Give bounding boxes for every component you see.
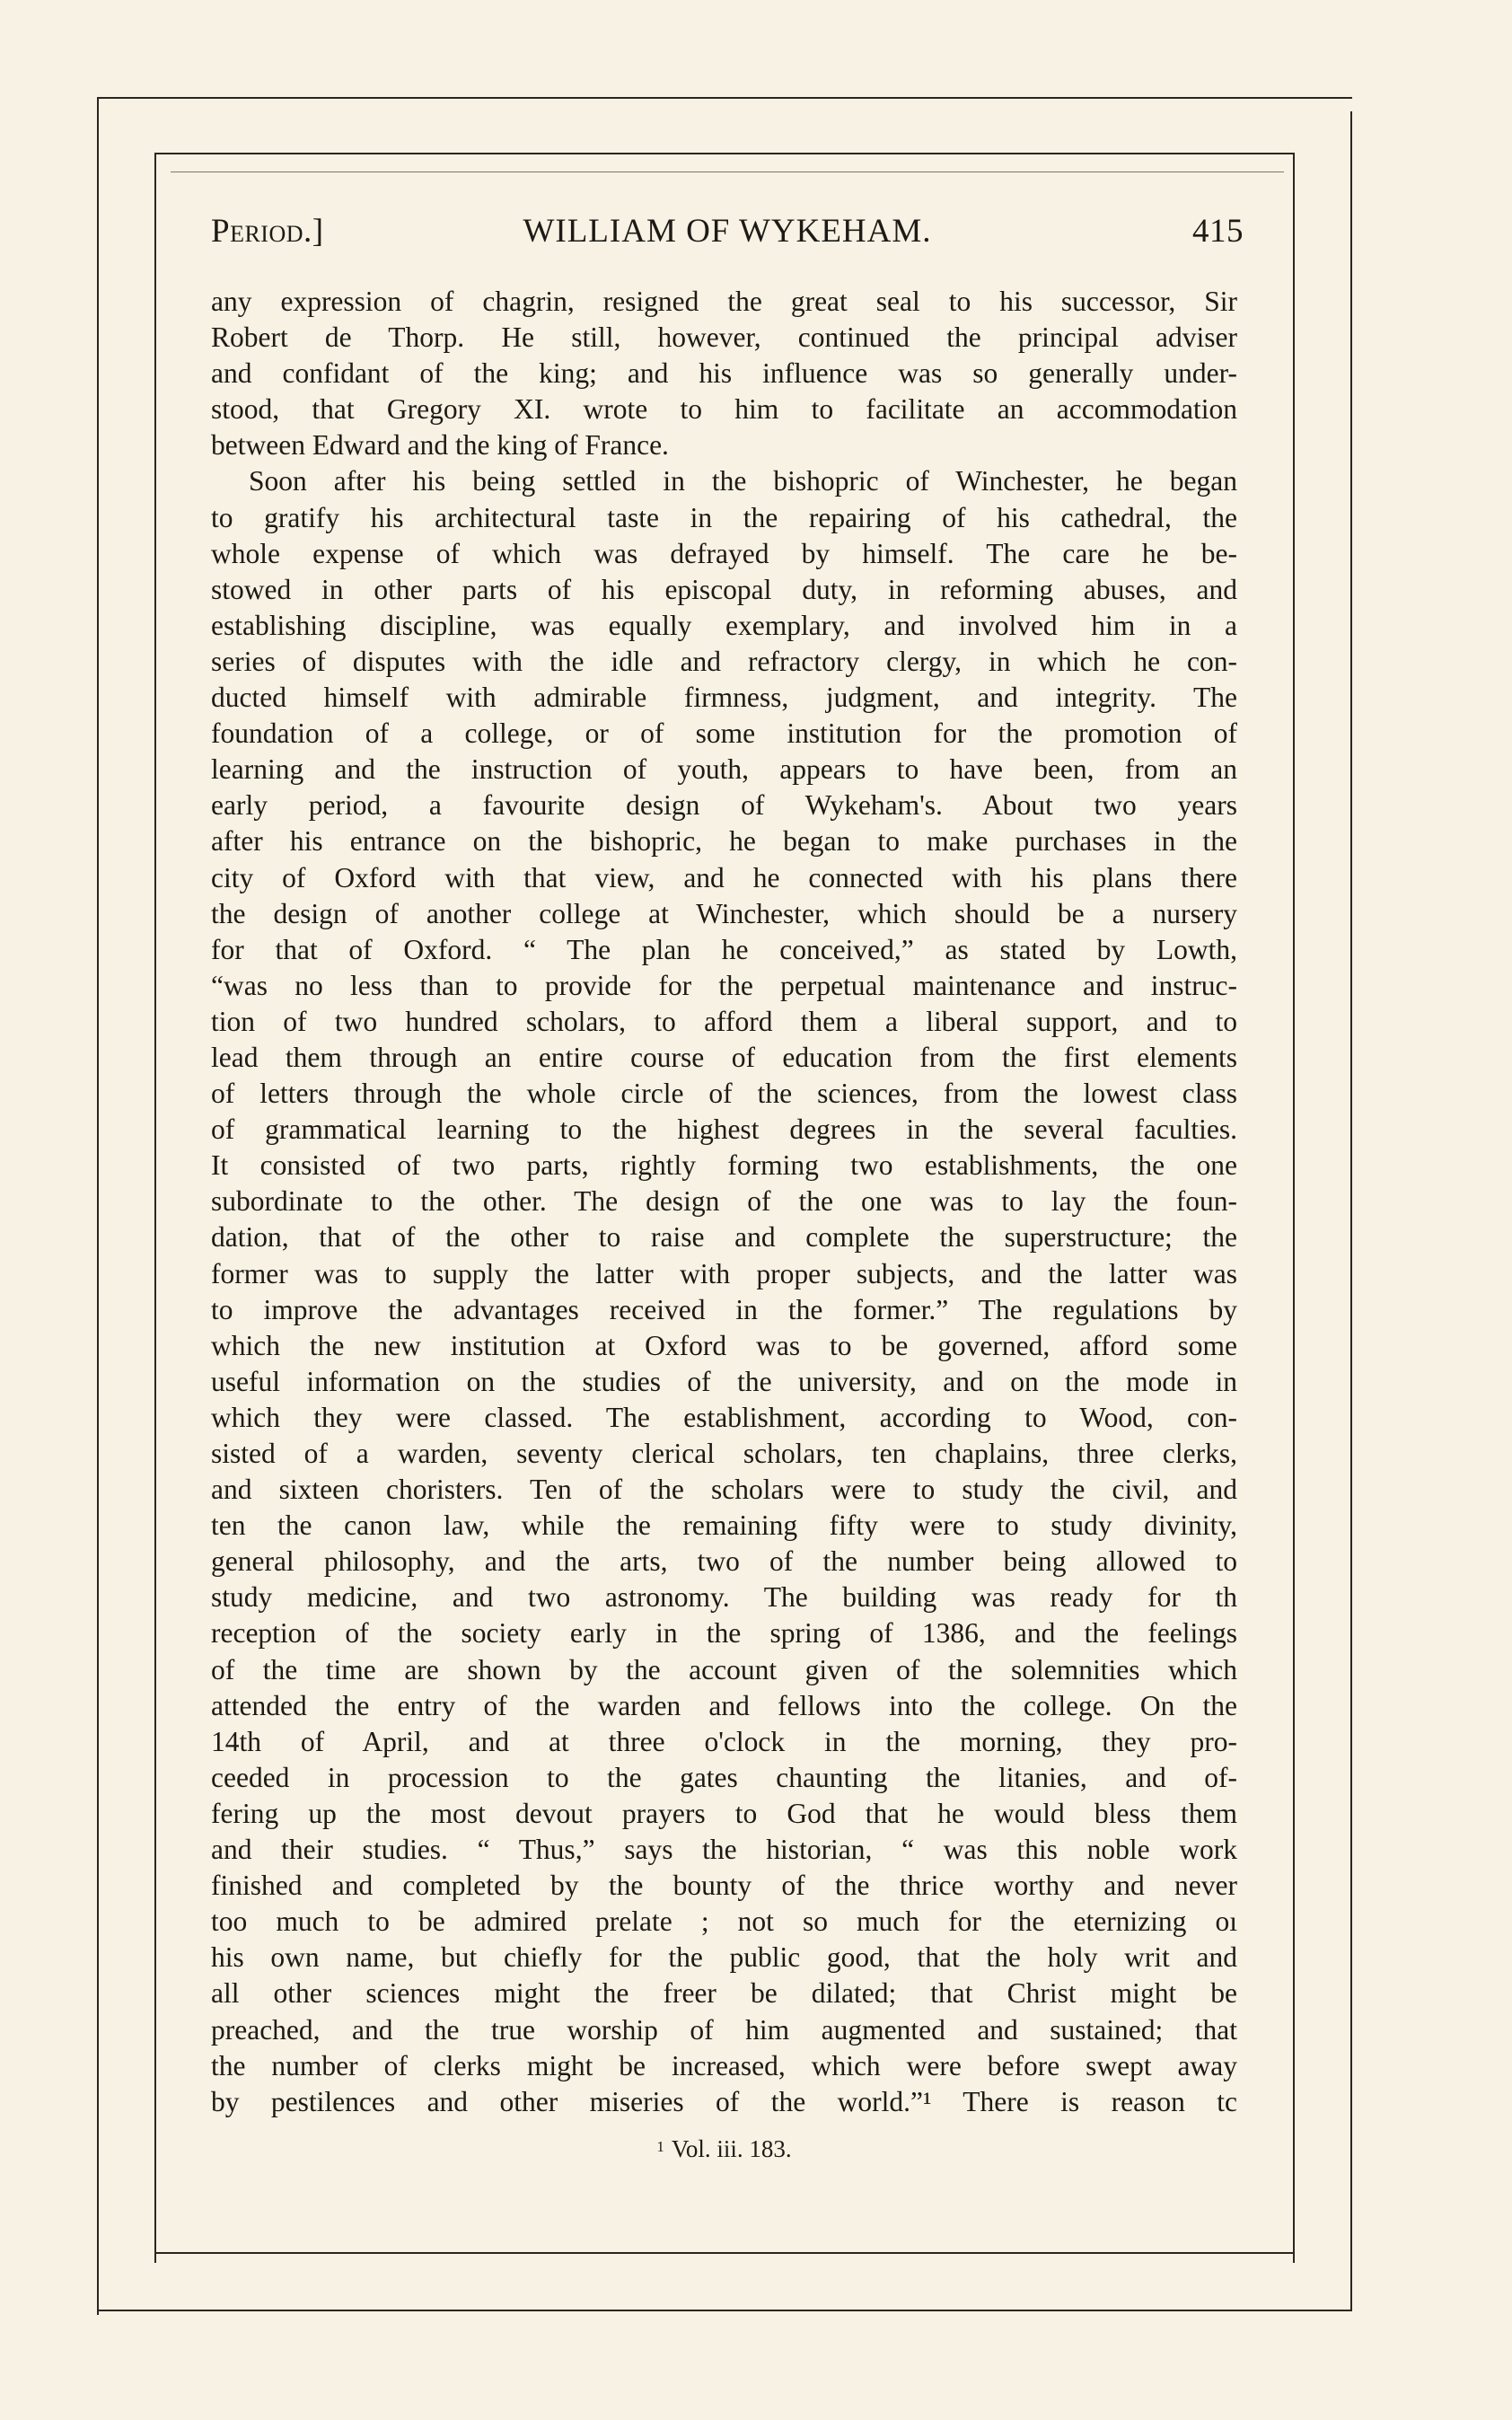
body-line: which they were classed. The establishment, according to Wood, con- [211, 1401, 1237, 1433]
body-line: lead them through an entire course of education from the first elements [211, 1041, 1237, 1073]
body-line: the number of clerks might be increased, which were before swept away [211, 2049, 1237, 2081]
body-text [211, 284, 1237, 2120]
body-line: Robert de Thorp. He still, however, continued the principal adviser [211, 321, 1237, 354]
body-line: early period, a favourite design of Wykeham's. About two years [211, 789, 1237, 822]
body-line: subordinate to the other. The design of the one was to lay the foun- [211, 1185, 1237, 1218]
body-line: learning and the instruction of youth, appears to have been, from an [211, 753, 1237, 786]
body-line: by pestilences and other miseries of the world.”¹ There is reason tc [211, 2085, 1237, 2117]
frame-rule-bottom-outer [97, 2310, 1352, 2311]
frame-rule-left-inner [154, 153, 156, 2263]
section-label: Period.] [211, 213, 324, 250]
body-line: city of Oxford with that view, and he connected with his plans there [211, 861, 1237, 893]
body-line: his own name, but chiefly for the public good, that the holy writ and [211, 1941, 1237, 1974]
page-number: 415 [1192, 213, 1244, 250]
body-line: of grammatical learning to the highest degrees in the several faculties. [211, 1113, 1237, 1146]
body-line: too much to be admired prelate ; not so much for the eternizing oı [211, 1905, 1237, 1938]
body-line: series of disputes with the idle and refractory clergy, in which he con- [211, 645, 1237, 677]
footnote-text: Vol. iii. 183. [671, 2135, 792, 2162]
page-title: WILLIAM OF WYKEHAM. [523, 213, 932, 250]
body-line: and their studies. “ Thus,” says the historian, “ was this noble work [211, 1834, 1237, 1866]
body-line: all other sciences might the freer be dilated; that Christ might be [211, 1977, 1237, 2010]
frame-rule-top-outer [97, 97, 1352, 99]
body-line: which the new institution at Oxford was to be governed, afford some [211, 1329, 1237, 1361]
body-line: and sixteen choristers. Ten of the scholars were to study the civil, and [211, 1474, 1237, 1506]
body-line: 14th of April, and at three o'clock in the morning, they pro- [211, 1725, 1237, 1757]
body-line: for that of Oxford. “ The plan he conceived,” as stated by Lowth, [211, 933, 1237, 965]
body-line: general philosophy, and the arts, two of the number being allowed to [211, 1545, 1237, 1578]
body-line: reception of the society early in the spring of 1386, and the feelings [211, 1617, 1237, 1650]
footnote-marker: 1 [656, 2138, 664, 2155]
body-line: “was no less than to provide for the perpetual maintenance and instruc- [211, 969, 1237, 1001]
body-line: the design of another college at Winchester, which should be a nursery [211, 897, 1237, 929]
body-line: attended the entry of the warden and fellows into the college. On the [211, 1689, 1237, 1721]
body-line: preached, and the true worship of him augmented and sustained; that [211, 2013, 1237, 2046]
body-line: ducted himself with admirable firmness, judgment, and integrity. The [211, 682, 1237, 714]
body-line: ten the canon law, while the remaining fifty were to study divinity, [211, 1509, 1237, 1542]
body-line: useful information on the studies of the university, and on the mode in [211, 1365, 1237, 1397]
body-line: finished and completed by the bounty of the thrice worthy and never [211, 1870, 1237, 1902]
body-line: after his entrance on the bishopric, he began to make purchases in the [211, 825, 1237, 858]
body-line: of the time are shown by the account given of the solemnities which [211, 1653, 1237, 1685]
frame-rule-right-inner [1293, 153, 1295, 2263]
body-line: ceeded in procession to the gates chaunting the litanies, and of- [211, 1761, 1237, 1793]
body-line: study medicine, and two astronomy. The building was ready for th [211, 1581, 1237, 1614]
footnote [211, 2135, 1237, 2163]
body-line: Soon after his being settled in the bishopric of Winchester, he began [249, 465, 1237, 497]
body-line: of letters through the whole circle of the sciences, from the lowest class [211, 1078, 1237, 1110]
body-line: It consisted of two parts, rightly forming two establishments, the one [211, 1149, 1237, 1182]
body-line: and confidant of the king; and his influence was so generally under- [211, 357, 1237, 390]
frame-rule-right-outer [1350, 111, 1352, 2311]
body-line: whole expense of which was defrayed by himself. The care he be- [211, 537, 1237, 569]
body-line: to gratify his architectural taste in the repairing of his cathedral, the [211, 501, 1237, 533]
frame-rule-left-outer [97, 97, 99, 2315]
frame-rule-top-inner [154, 153, 1295, 154]
body-line: foundation of a college, or of some institution for the promotion of [211, 717, 1237, 750]
body-line: to improve the advantages received in the former.” The regulations by [211, 1293, 1237, 1325]
body-line: any expression of chagrin, resigned the great seal to his successor, Sir [211, 286, 1237, 317]
frame-rule-bottom-inner [154, 2252, 1295, 2254]
running-header [211, 212, 1244, 259]
body-line: stood, that Gregory XI. wrote to him to facilitate an accommodation [211, 393, 1237, 426]
body-line: stowed in other parts of his episcopal duty, in reforming abuses, and [211, 573, 1237, 605]
body-line: establishing discipline, was equally exemplary, and involved him in a [211, 609, 1237, 641]
body-line: fering up the most devout prayers to God that he would bless them [211, 1797, 1237, 1829]
body-line: dation, that of the other to raise and complete the superstructure; the [211, 1221, 1237, 1254]
body-line: tion of two hundred scholars, to afford them a liberal support, and to [211, 1005, 1237, 1037]
body-line: between Edward and the king of France. [211, 429, 669, 462]
body-line: former was to supply the latter with proper subjects, and the latter was [211, 1257, 1237, 1289]
body-line: sisted of a warden, seventy clerical scholars, ten chaplains, three clerks, [211, 1438, 1237, 1469]
